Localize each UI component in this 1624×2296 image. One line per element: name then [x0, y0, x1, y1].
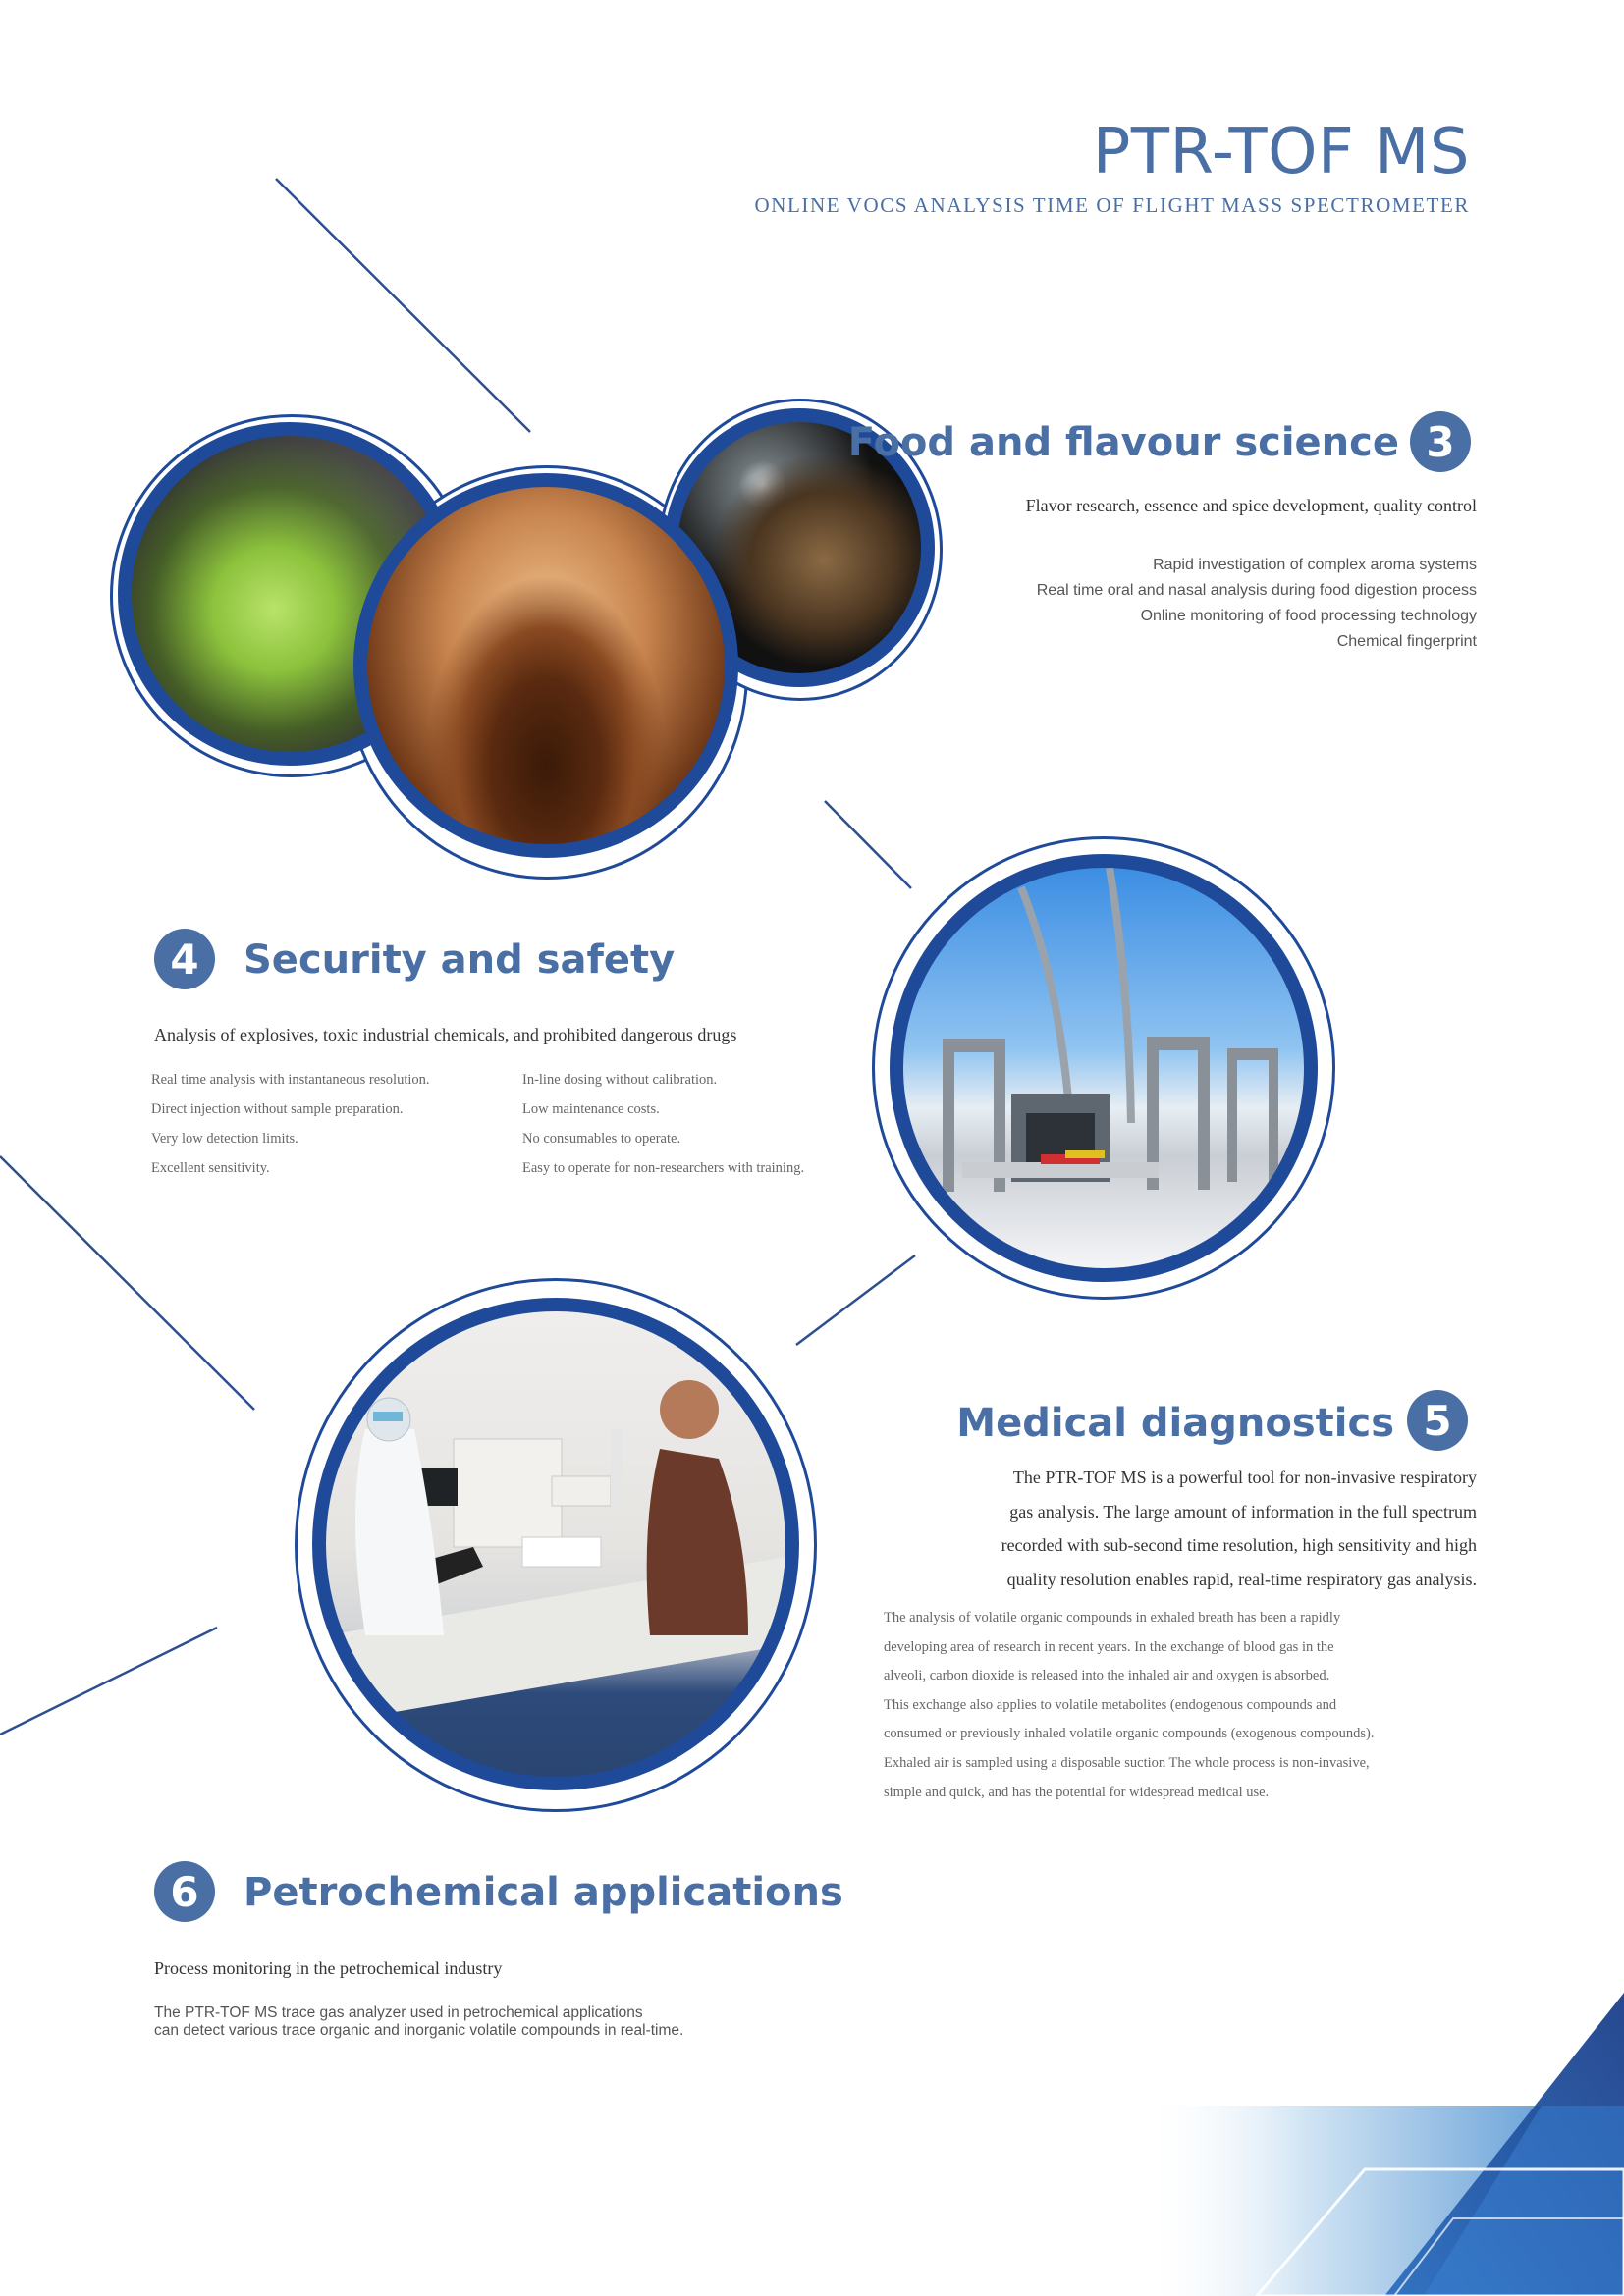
petro-section-title: Petrochemical applications [244, 1870, 843, 1915]
food-section-number: 3 [1410, 411, 1471, 472]
airport-scanner-illustration [903, 868, 1304, 1268]
medical-lead-line: quality resolution enables rapid, real-time respiratory gas analysis. [1006, 1569, 1477, 1589]
page-subtitle: ONLINE VOCS ANALYSIS TIME OF FLIGHT MASS SPECTROMETER [754, 193, 1470, 217]
food-lead: Flavor research, essence and spice development, quality control [1025, 496, 1477, 515]
petro-body-line: can detect various trace organic and inorganic volatile compounds in real-time. [154, 2022, 684, 2039]
medical-body-line: simple and quick, and has the potential for widespread medical use. [884, 1784, 1270, 1800]
security-item: No consumables to operate. [522, 1131, 681, 1147]
security-section-title: Security and safety [244, 937, 676, 983]
deco-line [825, 801, 911, 888]
medical-lead-line: recorded with sub-second time resolution, high sensitivity and high [1001, 1535, 1477, 1555]
food-item: Rapid investigation of complex aroma systems [1153, 557, 1477, 573]
food-item: Real time oral and nasal analysis during food digestion process [1036, 582, 1477, 599]
medical-body-line: alveoli, carbon dioxide is released into the inhaled air and oxygen is absorbed. [884, 1668, 1330, 1684]
security-item: Easy to operate for non-researchers with training. [522, 1160, 805, 1176]
security-item: Real time analysis with instantaneous resolution. [151, 1072, 430, 1088]
deco-line [796, 1255, 915, 1345]
medical-body [884, 1604, 1489, 1807]
petro-body-line: The PTR-TOF MS trace gas analyzer used in petrochemical applications [154, 2004, 643, 2021]
deco-line [0, 1156, 254, 1410]
food-items [1037, 553, 1477, 655]
corner-graphic [1139, 1993, 1624, 2296]
medical-body-line: The analysis of volatile organic compounds in exhaled breath has been a rapidly [884, 1610, 1341, 1626]
medical-lead [1001, 1461, 1477, 1596]
petro-section-number: 6 [154, 1861, 215, 1922]
airport-security-photo [890, 854, 1318, 1282]
medical-body-line: Exhaled air is sampled using a disposable suction The whole process is non-invasive, [884, 1754, 1370, 1771]
medical-body-line: consumed or previously inhaled volatile organic compounds (exogenous compounds). [884, 1726, 1375, 1742]
deco-line [276, 179, 530, 432]
medical-lead-line: gas analysis. The large amount of information in the full spectrum [1009, 1501, 1477, 1522]
deco-line [0, 1628, 217, 1735]
medical-section-title: Medical diagnostics [956, 1401, 1394, 1446]
medical-body-line: developing area of research in recent years. In the exchange of blood gas in the [884, 1638, 1334, 1655]
security-item: Low maintenance costs. [522, 1101, 660, 1117]
security-lead: Analysis of explosives, toxic industrial chemicals, and prohibited dangerous drugs [154, 1025, 737, 1044]
security-item: In-line dosing without calibration. [522, 1072, 718, 1088]
coffee-beans-photo [353, 473, 738, 858]
petro-lead: Process monitoring in the petrochemical industry [154, 1958, 503, 1978]
petro-body [154, 2004, 683, 2040]
security-item: Direct injection without sample preparation. [151, 1101, 404, 1117]
medical-section-number: 5 [1407, 1390, 1468, 1451]
medical-breath-test-photo [312, 1298, 799, 1790]
medical-lead-line: The PTR-TOF MS is a powerful tool for non-invasive respiratory [1012, 1468, 1477, 1487]
food-item: Chemical fingerprint [1336, 633, 1477, 650]
food-item: Online monitoring of food processing technology [1140, 608, 1477, 624]
security-item: Excellent sensitivity. [151, 1160, 270, 1176]
security-left-list [151, 1065, 430, 1183]
food-section-title: Food and flavour science [847, 420, 1399, 465]
medical-body-line: This exchange also applies to volatile metabolites (endogenous compounds and [884, 1696, 1337, 1713]
security-item: Very low detection limits. [151, 1131, 298, 1147]
security-right-list [522, 1065, 804, 1183]
medical-scene-illustration [326, 1311, 785, 1777]
page-title: PTR-TOF MS [1092, 116, 1470, 188]
security-section-number: 4 [154, 929, 215, 989]
